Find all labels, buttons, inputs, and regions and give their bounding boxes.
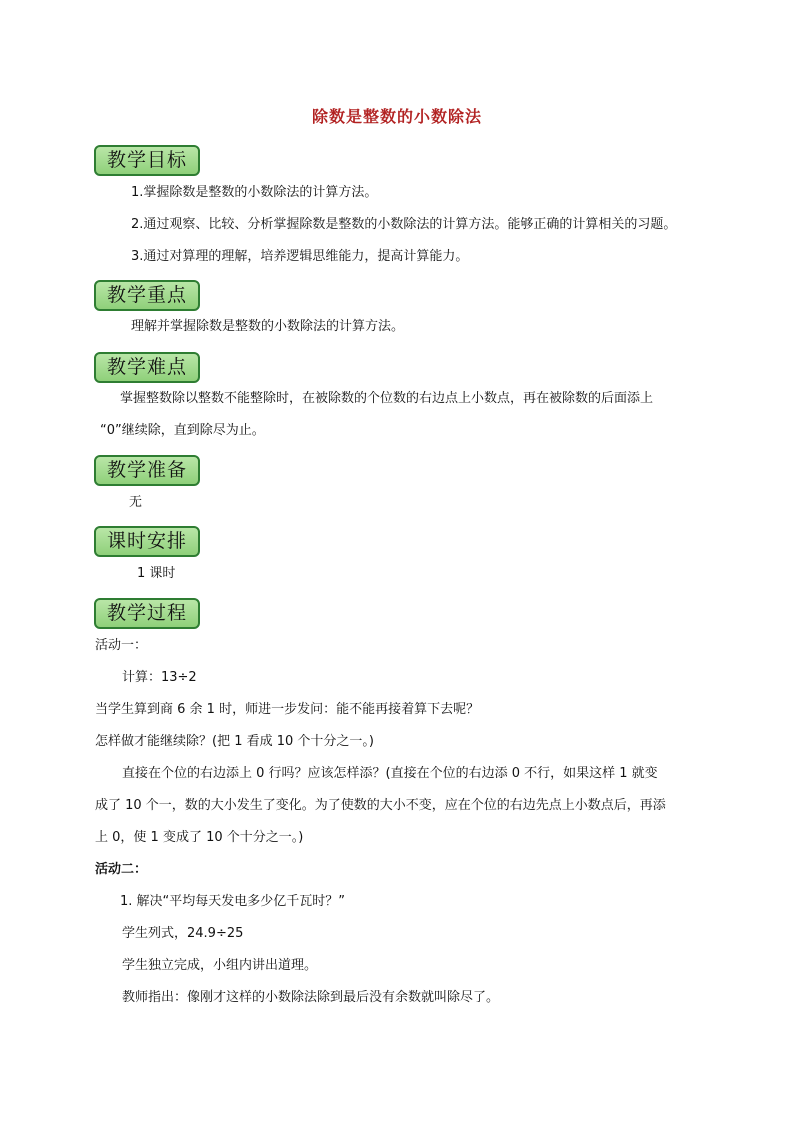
difficulties-line-2: “0”继续除，直到除尽为止。 [100, 423, 265, 438]
difficulties-line-1: 掌握整数除以整数不能整除时，在被除数的个位数的右边点上小数点，再在被除数的后面添上 [120, 391, 654, 406]
section-heading-preparation: 教学准备 [94, 455, 200, 486]
activity1-line-1: 当学生算到商 6 余 1 时，师进一步发问：能不能再接着算下去呢？ [95, 702, 480, 717]
section-heading-key-points: 教学重点 [94, 280, 200, 311]
activity1-label: 活动一： [95, 638, 148, 653]
activity1-line-2: 怎样做才能继续除？(把 1 看成 10 个十分之一。) [95, 734, 374, 749]
key-points-text: 理解并掌握除数是整数的小数除法的计算方法。 [131, 319, 405, 334]
activity2-line-2: 学生独立完成，小组内讲出道理。 [122, 958, 318, 973]
activity1-line-4: 成了 10 个一，数的大小发生了变化。为了使数的大小不变，应在个位的右边先点上小数点后，再添 [95, 798, 666, 813]
goal-item-1: 1.掌握除数是整数的小数除法的计算方法。 [131, 185, 378, 200]
section-heading-schedule: 课时安排 [94, 526, 200, 557]
activity2-label: 活动二： [95, 862, 148, 877]
section-heading-difficulties: 教学难点 [94, 352, 200, 383]
activity2-item-1: 1. 解决“平均每天发电多少亿千瓦时？” [120, 894, 346, 909]
section-heading-goals: 教学目标 [94, 145, 200, 176]
preparation-text: 无 [129, 495, 143, 510]
activity1-line-3: 直接在个位的右边添上 0 行吗？应该怎样添？(直接在个位的右边添 0 不行，如果这样 1 就变 [122, 766, 658, 781]
schedule-text: 1 课时 [137, 566, 176, 581]
section-heading-process: 教学过程 [94, 598, 200, 629]
document-title: 除数是整数的小数除法 [311, 107, 482, 126]
activity1-calc: 计算：13÷2 [122, 670, 197, 685]
activity2-line-3: 教师指出：像刚才这样的小数除法除到最后没有余数就叫除尽了。 [122, 990, 500, 1005]
activity2-line-1: 学生列式，24.9÷25 [122, 926, 244, 941]
activity1-line-5: 上 0，使 1 变成了 10 个十分之一。) [95, 830, 304, 845]
goal-item-3: 3.通过对算理的理解，培养逻辑思维能力，提高计算能力。 [131, 249, 469, 264]
goal-item-2: 2.通过观察、比较、分析掌握除数是整数的小数除法的计算方法。能够正确的计算相关的习题。 [131, 217, 677, 232]
